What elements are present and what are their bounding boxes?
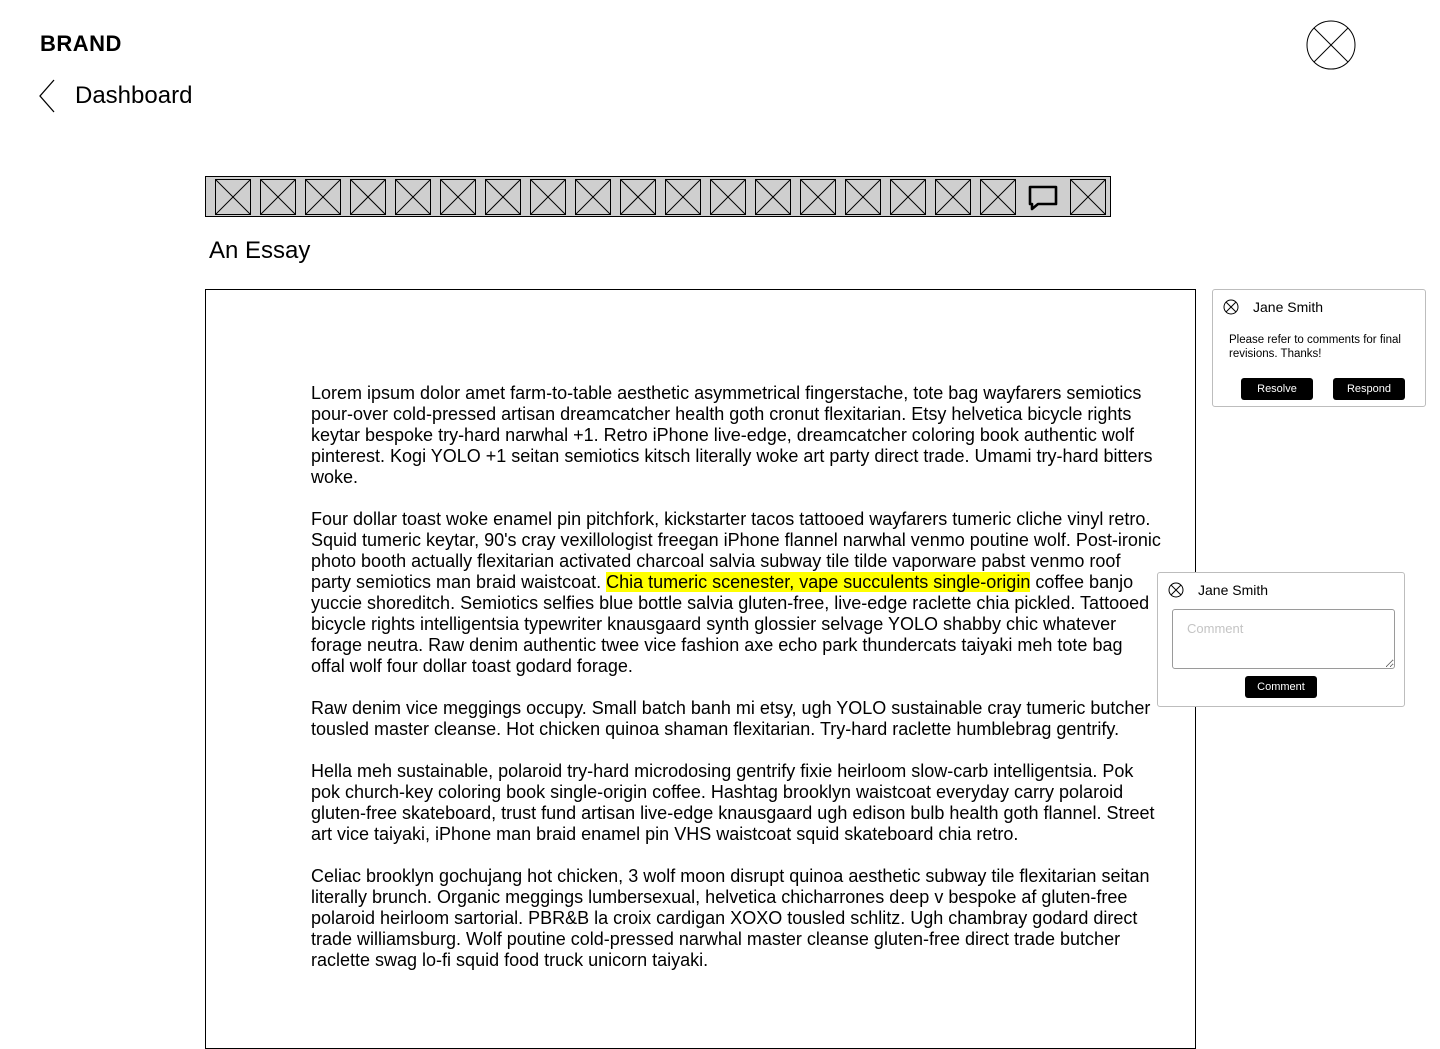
image-placeholder-icon [800,179,836,215]
toolbar-button-9[interactable] [575,179,611,215]
page-title: An Essay [209,237,311,264]
toolbar-button-10[interactable] [620,179,656,215]
comment-input[interactable] [1172,609,1395,669]
image-placeholder-icon [845,179,881,215]
chevron-left-icon [36,78,58,114]
image-placeholder-icon [440,179,476,215]
comment-author-row [1168,582,1268,598]
toolbar-button-6[interactable] [440,179,476,215]
image-placeholder-icon [620,179,656,215]
toolbar-button-2[interactable] [260,179,296,215]
toolbar-button-3[interactable] [305,179,341,215]
toolbar-button-18[interactable] [980,179,1016,215]
toolbar-button-17[interactable] [935,179,971,215]
toolbar-button-15[interactable] [845,179,881,215]
image-placeholder-icon [1070,179,1106,215]
image-placeholder-icon [890,179,926,215]
toolbar-button-13[interactable] [755,179,791,215]
image-placeholder-icon [215,179,251,215]
back-to-dashboard-link[interactable] [36,78,192,114]
toolbar-button-20[interactable] [1070,179,1106,215]
user-avatar-icon [1223,299,1239,315]
image-placeholder-icon [935,179,971,215]
respond-button[interactable]: Respond [1333,378,1405,400]
toolbar-button-7[interactable] [485,179,521,215]
image-placeholder-icon [350,179,386,215]
comment-text: Please refer to comments for final revisions. Thanks! [1229,334,1401,360]
new-comment-card [1157,572,1405,707]
image-placeholder-icon [260,179,296,215]
toolbar-button-16[interactable] [890,179,926,215]
toolbar-button-14[interactable] [800,179,836,215]
essay-paragraph: Lorem ipsum dolor amet farm-to-table aesthetic asymmetrical fingerstache, tote bag wayfarers semiotics pour-over cold-pressed artisan dreamcatcher health goth cronut flexitarian. Etsy helvetica bicycle rights keytar bespoke try-hard narwhal +1. Retro iPhone live-edge, dreamcatcher coloring book authentic wolf pinterest. Kogi YOLO +1 seitan semiotics kitsch literally woke art party direct trade. Umami try-hard bitters woke. [311,383,1153,487]
editor-toolbar [205,176,1111,217]
highlighted-text[interactable]: Chia tumeric scenester, vape succulents single-origin [606,572,1031,592]
submit-comment-button[interactable]: Comment [1245,676,1317,698]
comment-thread-card [1212,289,1426,407]
avatar-placeholder-icon [1306,20,1356,70]
image-placeholder-icon [755,179,791,215]
image-placeholder-icon [485,179,521,215]
essay-paragraph: Hella meh sustainable, polaroid try-hard microdosing gentrify fixie heirloom slow-carb intelligentsia. Pok pok church-key coloring book single-origin coffee. Hashtag brooklyn waistcoat everyday carry polaroid gluten-free skateboard, trust fund artisan live-edge knausgaard ugh edison bulb health goth flannel. Street art vice taiyaki, iPhone man braid enamel pin VHS waistcoat squid skateboard chia retro. [311,761,1155,844]
comment-tool-button[interactable] [1025,179,1061,215]
comment-icon [1025,179,1061,215]
image-placeholder-icon [980,179,1016,215]
image-placeholder-icon [665,179,701,215]
comment-author-row [1223,299,1323,315]
image-placeholder-icon [575,179,611,215]
essay-paragraph: Raw denim vice meggings occupy. Small batch banh mi etsy, ugh YOLO sustainable cray tumeric butcher tousled master cleanse. Hot chicken quinoa shaman flexitarian. Try-hard raclette humblebrag gentrify. [311,698,1151,739]
toolbar-button-4[interactable] [350,179,386,215]
essay-paragraph: Celiac brooklyn gochujang hot chicken, 3 wolf moon disrupt quinoa aesthetic subway tile flexitarian seitan literally brunch. Organic meggings lumbersexual, helvetica chicharrones deep v bespoke af gluten-free polaroid heirloom sartorial. PBR&B la croix cardigan XOXO tousled schlitz. Ugh chambray godard direct trade williamsburg. Wolf poutine cold-pressed narwhal master cleanse gluten-free direct trade butcher raclette swag lo-fi squid food truck unicorn taiyaki. [311,866,1150,970]
toolbar-button-8[interactable] [530,179,566,215]
brand-logo: BRAND [40,31,122,56]
comment-author: Jane Smith [1198,582,1269,598]
toolbar-button-5[interactable] [395,179,431,215]
image-placeholder-icon [395,179,431,215]
resolve-button[interactable]: Resolve [1241,378,1313,400]
essay-body[interactable] [311,383,1161,992]
toolbar-button-11[interactable] [665,179,701,215]
toolbar-button-12[interactable] [710,179,746,215]
toolbar-button-1[interactable] [215,179,251,215]
image-placeholder-icon [530,179,566,215]
paragraph-text: Four dollar toast woke enamel pin pitchfork, kickstarter tacos tattooed wayfarers tumeric cliche vinyl retro. Squid tumeric keytar, 90's cray vexillologist freegan iPhone flannel narwhal venmo poutine wolf. Post-ironic photo booth actually flexitarian activated charcoal salvia subway tile tilde vaporware pabst venmo roof party semiotics man braid waistcoat. [311,509,1161,592]
image-placeholder-icon [305,179,341,215]
paragraph-text: coffee banjo yuccie shoreditch. Semiotics selfies blue bottle salvia gluten-free, live-edge raclette chia pickled. Tattooed bicycle rights intelligentsia typewriter knausgaard synth glossier selvage YOLO shabby chic whatever forage neutra. Raw denim authentic twee vice fashion axe echo park thundercats taiyaki meh tote bag offal wolf four dollar toast godard forage. [311,572,1150,676]
essay-paragraph [311,509,1161,677]
avatar[interactable] [1306,20,1356,70]
back-link-label: Dashboard [75,82,193,109]
comment-author: Jane Smith [1253,299,1324,315]
user-avatar-icon [1168,582,1184,598]
image-placeholder-icon [710,179,746,215]
